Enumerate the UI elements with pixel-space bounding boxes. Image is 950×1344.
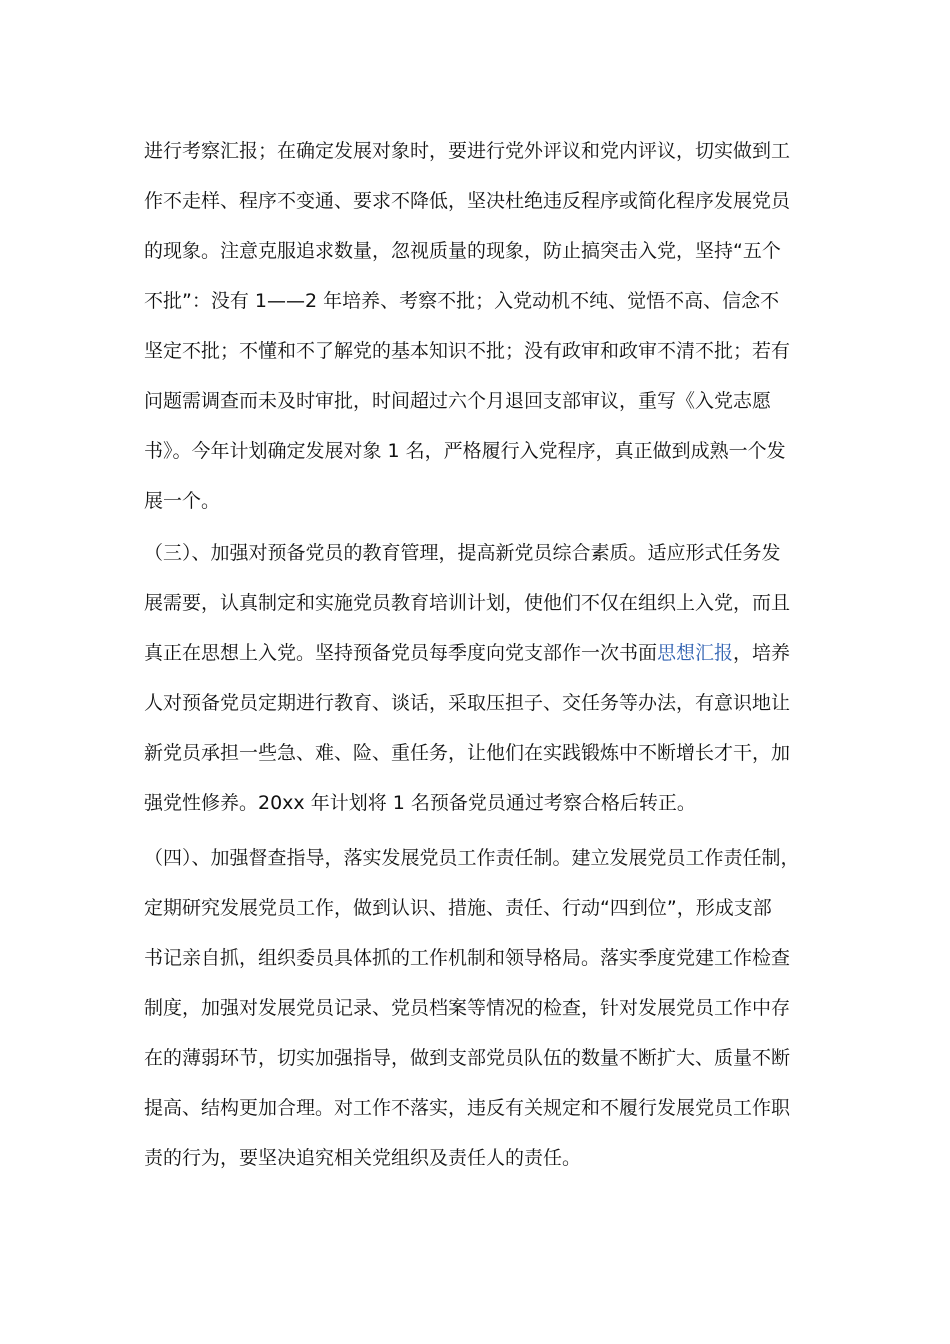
paragraph-line-with-link (144, 628, 809, 678)
paragraph-line: 强党性修养。20xx 年计划将 1 名预备党员通过考察合格后转正。 (144, 792, 696, 814)
paragraph-line: 进行考察汇报；在确定发展对象时，要进行党外评议和党内评议，切实做到工 (144, 140, 791, 162)
line-text-before-link: 真正在思想上入党。坚持预备党员每季度向党支部作一次书面 (144, 642, 658, 664)
paragraph-review-process (144, 126, 809, 526)
paragraph-line: 制度，加强对发展党员记录、党员档案等情况的检查，针对发展党员工作中存 (144, 997, 791, 1019)
paragraph-section-four (144, 833, 809, 1183)
paragraph-line: 责的行为，要坚决追究相关党组织及责任人的责任。 (144, 1147, 582, 1169)
paragraph-line: 问题需调查而未及时审批，时间超过六个月退回支部审议，重写《入党志愿 (144, 390, 772, 412)
paragraph-line: 展需要，认真制定和实施党员教育培训计划，使他们不仅在组织上入党，而且 (144, 592, 791, 614)
paragraph-line: （四）、加强督查指导，落实发展党员工作责任制。建立发展党员工作责任制， (144, 847, 800, 869)
paragraph-line: 展一个。 (144, 490, 221, 512)
paragraph-line: 新党员承担一些急、难、险、重任务，让他们在实践锻炼中不断增长才干，加 (144, 742, 791, 764)
paragraph-line: 的现象。注意克服追求数量，忽视质量的现象，防止搞突击入党，坚持“五个 (144, 240, 781, 262)
paragraph-line: 坚定不批；不懂和不了解党的基本知识不批；没有政审和政审不清不批；若有 (144, 340, 791, 362)
line-text-after-link: ，培养 (733, 642, 791, 664)
paragraph-section-three (144, 528, 809, 828)
paragraph-line: 在的薄弱环节，切实加强指导，做到支部党员队伍的数量不断扩大、质量不断 (144, 1047, 791, 1069)
paragraph-line: 人对预备党员定期进行教育、谈话，采取压担子、交任务等办法，有意识地让 (144, 692, 791, 714)
paragraph-line: 书》。今年计划确定发展对象 1 名，严格履行入党程序，真正做到成熟一个发 (144, 440, 786, 462)
paragraph-line: 书记亲自抓，组织委员具体抓的工作机制和领导格局。落实季度党建工作检查 (144, 947, 791, 969)
paragraph-line: 定期研究发展党员工作，做到认识、措施、责任、行动“四到位”，形成支部 (144, 897, 772, 919)
thought-report-link[interactable]: 思想汇报 (657, 642, 734, 664)
paragraph-line: 作不走样、程序不变通、要求不降低，坚决杜绝违反程序或简化程序发展党员 (144, 190, 791, 212)
paragraph-line: 提高、结构更加合理。对工作不落实，违反有关规定和不履行发展党员工作职 (144, 1097, 791, 1119)
paragraph-line: 不批”：没有 1——2 年培养、考察不批；入党动机不纯、觉悟不高、信念不 (144, 290, 780, 312)
paragraph-line: （三）、加强对预备党员的教育管理，提高新党员综合素质。适应形式任务发 (144, 542, 781, 564)
